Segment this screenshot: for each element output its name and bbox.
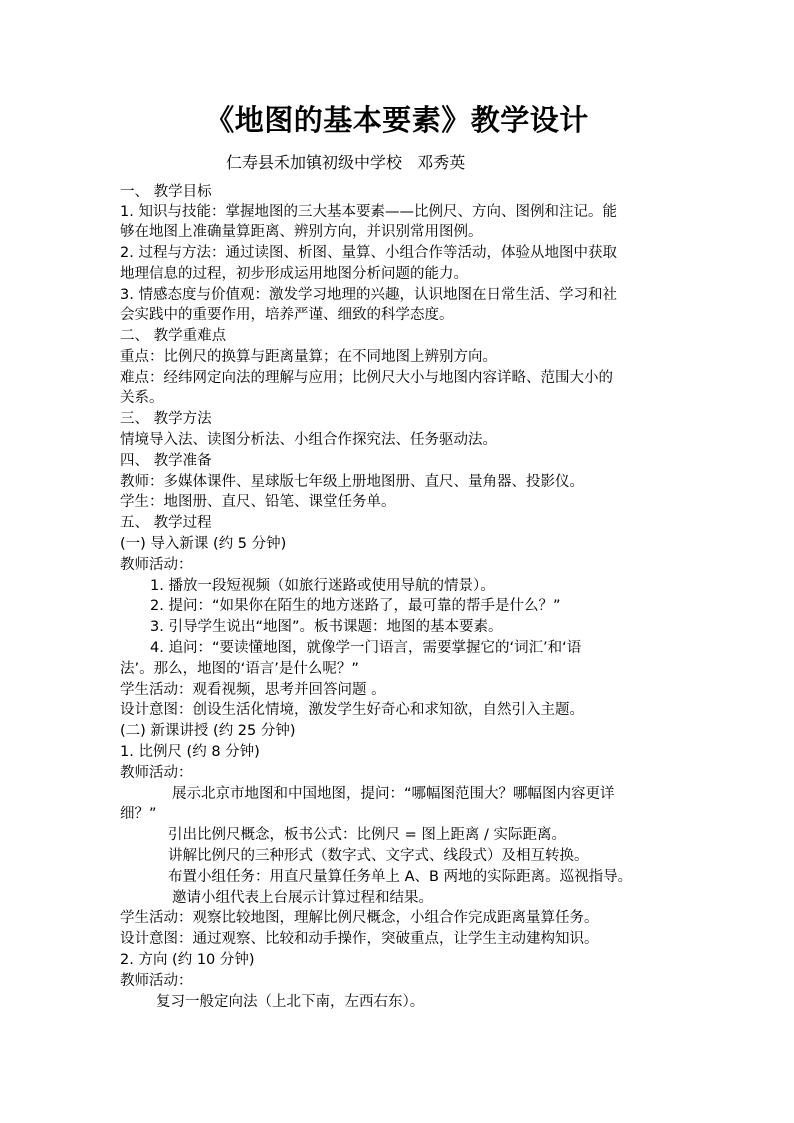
text-line: 3. 情感态度与价值观：激发学习地理的兴趣，认识地图在日常生活、学习和社 bbox=[120, 287, 617, 303]
text-line: 引出比例尺概念，板书公式：比例尺 = 图上距离 / 实际距离。 bbox=[168, 827, 566, 843]
text-line: 学生活动：观察比较地图，理解比例尺概念，小组合作完成距离量算任务。 bbox=[120, 910, 599, 926]
text-line: 够在地图上准确量算距离、辨别方向，并识别常用图例。 bbox=[120, 224, 483, 240]
text-line: 教师活动： bbox=[120, 765, 193, 781]
text-line: 法’。那么，地图的‘语言’是什么呢？” bbox=[120, 661, 359, 677]
list-item: 2. 提问：“如果你在陌生的地方迷路了，最可靠的帮手是什么？” bbox=[150, 598, 561, 614]
subsection-heading: (二) 新课讲授 (约 25 分钟) bbox=[120, 723, 296, 739]
document-title: 《地图的基本要素》教学设计 bbox=[205, 103, 589, 137]
text-line: 教师：多媒体课件、星球版七年级上册地图册、直尺、量角器、投影仪。 bbox=[120, 474, 584, 490]
text-line: 展示北京市地图和中国地图，提问：“哪幅图范围大？哪幅图内容更详 bbox=[172, 786, 615, 802]
text-line: 教师活动： bbox=[120, 973, 193, 989]
text-line: 邀请小组代表上台展示计算过程和结果。 bbox=[172, 890, 433, 906]
text-line: 情境导入法、读图分析法、小组合作探究法、任务驱动法。 bbox=[120, 432, 497, 448]
text-line: 重点：比例尺的换算与距离量算；在不同地图上辨别方向。 bbox=[120, 349, 497, 365]
text-line: 细？” bbox=[120, 806, 157, 822]
list-item: 1. 播放一段短视频（如旅行迷路或使用导航的情景）。 bbox=[150, 578, 495, 594]
author-line: 仁寿县禾加镇初级中学校 邓秀英 bbox=[226, 153, 466, 172]
text-line: 讲解比例尺的三种形式（数字式、文字式、线段式）及相互转换。 bbox=[168, 848, 589, 864]
section-heading: 四、 教学准备 bbox=[120, 453, 212, 469]
text-line: 2. 过程与方法：通过读图、析图、量算、小组合作等活动，体验从地图中获取 bbox=[120, 245, 617, 261]
subsection-heading: (一) 导入新课 (约 5 分钟) bbox=[120, 536, 287, 552]
list-item: 4. 追问：“要读懂地图，就像学一门语言，需要掌握它的‘词汇’和‘语 bbox=[150, 640, 582, 656]
section-heading: 一、 教学目标 bbox=[120, 184, 212, 200]
section-heading: 二、 教学重难点 bbox=[120, 328, 227, 344]
text-line: 关系。 bbox=[120, 390, 164, 406]
section-heading: 三、 教学方法 bbox=[120, 411, 212, 427]
text-line: 设计意图：通过观察、比较和动手操作，突破重点，让学生主动建构知识。 bbox=[120, 931, 599, 947]
text-line: 地理信息的过程，初步形成运用地图分析问题的能力。 bbox=[120, 266, 468, 282]
text-line: 会实践中的重要作用，培养严谨、细致的科学态度。 bbox=[120, 307, 454, 323]
text-line: 布置小组任务：用直尺量算任务单上 A、B 两地的实际距离。巡视指导。 bbox=[168, 869, 633, 885]
subsection-heading: 2. 方向 (约 10 分钟) bbox=[120, 952, 255, 968]
list-item: 3. 引导学生说出“地图”。板书课题：地图的基本要素。 bbox=[150, 619, 503, 635]
subsection-heading: 1. 比例尺 (约 8 分钟) bbox=[120, 744, 260, 760]
text-line: 教师活动： bbox=[120, 557, 193, 573]
text-line: 学生：地图册、直尺、铅笔、课堂任务单。 bbox=[120, 494, 396, 510]
text-line: 1. 知识与技能：掌握地图的三大基本要素——比例尺、方向、图例和注记。能 bbox=[120, 204, 617, 220]
section-heading: 五、 教学过程 bbox=[120, 515, 212, 531]
text-line: 复习一般定向法（上北下南，左西右东）。 bbox=[156, 994, 425, 1010]
text-line: 设计意图：创设生活化情境，激发学生好奇心和求知欲，自然引入主题。 bbox=[120, 702, 584, 718]
text-line: 难点：经纬网定向法的理解与应用；比例尺大小与地图内容详略、范围大小的 bbox=[120, 370, 613, 386]
text-line: 学生活动：观看视频，思考并回答问题 。 bbox=[120, 682, 386, 698]
